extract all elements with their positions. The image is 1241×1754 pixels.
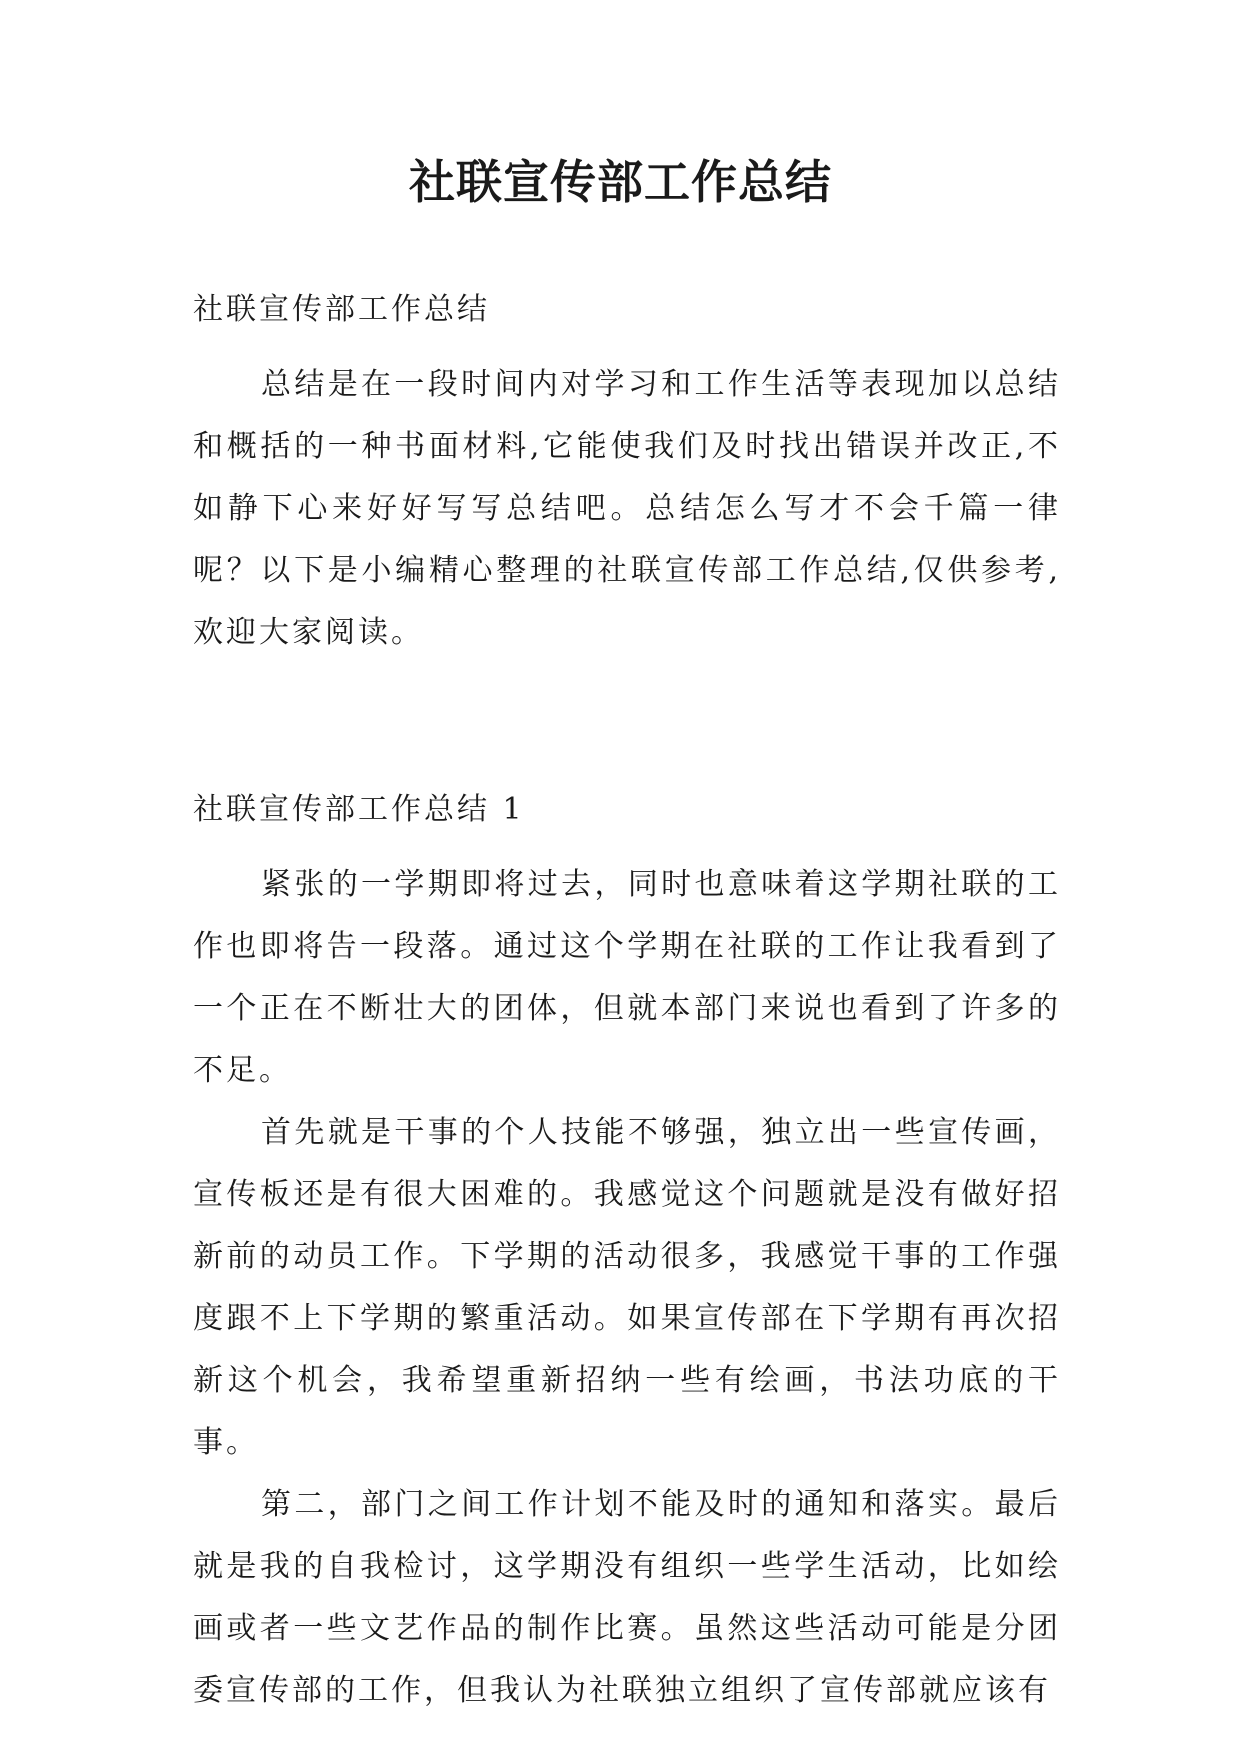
section1-paragraph-2: 首先就是干事的个人技能不够强，独立出一些宣传画，宣传板还是有很大困难的。我感觉这个问题就是没有做好招新前的动员工作。下学期的活动很多，我感觉干事的工作强度跟不上下学期的繁重活动。如果宣传部在下学期有再次招新这个机会，我希望重新招纳一些有绘画，书法功底的干事。 [193,1115,1061,1460]
intro-heading: 社联宣传部工作总结 [193,292,490,327]
section1-paragraph-3: 第二，部门之间工作计划不能及时的通知和落实。最后就是我的自我检讨，这学期没有组织一些学生活动，比如绘画或者一些文艺作品的制作比赛。虽然这些活动可能是分团委宣传部的工作，但我认为社联独立组织了宣传部就应该有 [193,1487,1061,1708]
section1-paragraph-1: 紧张的一学期即将过去，同时也意味着这学期社联的工作也即将告一段落。通过这个学期在社联的工作让我看到了一个正在不断壮大的团体，但就本部门来说也看到了许多的不足。 [193,867,1061,1088]
document-title: 社联宣传部工作总结 [409,155,832,209]
document-body [193,290,1061,1722]
intro-paragraph: 总结是在一段时间内对学习和工作生活等表现加以总结和概括的一种书面材料,它能使我们及时找出错误并改正,不如静下心来好好写写总结吧。总结怎么写才不会千篇一律呢？以下是小编精心整理的社联宣传部工作总结,仅供参考,欢迎大家阅读。 [193,367,1061,650]
section1-heading: 社联宣传部工作总结 1 [193,792,525,827]
section-gap [193,664,1061,770]
